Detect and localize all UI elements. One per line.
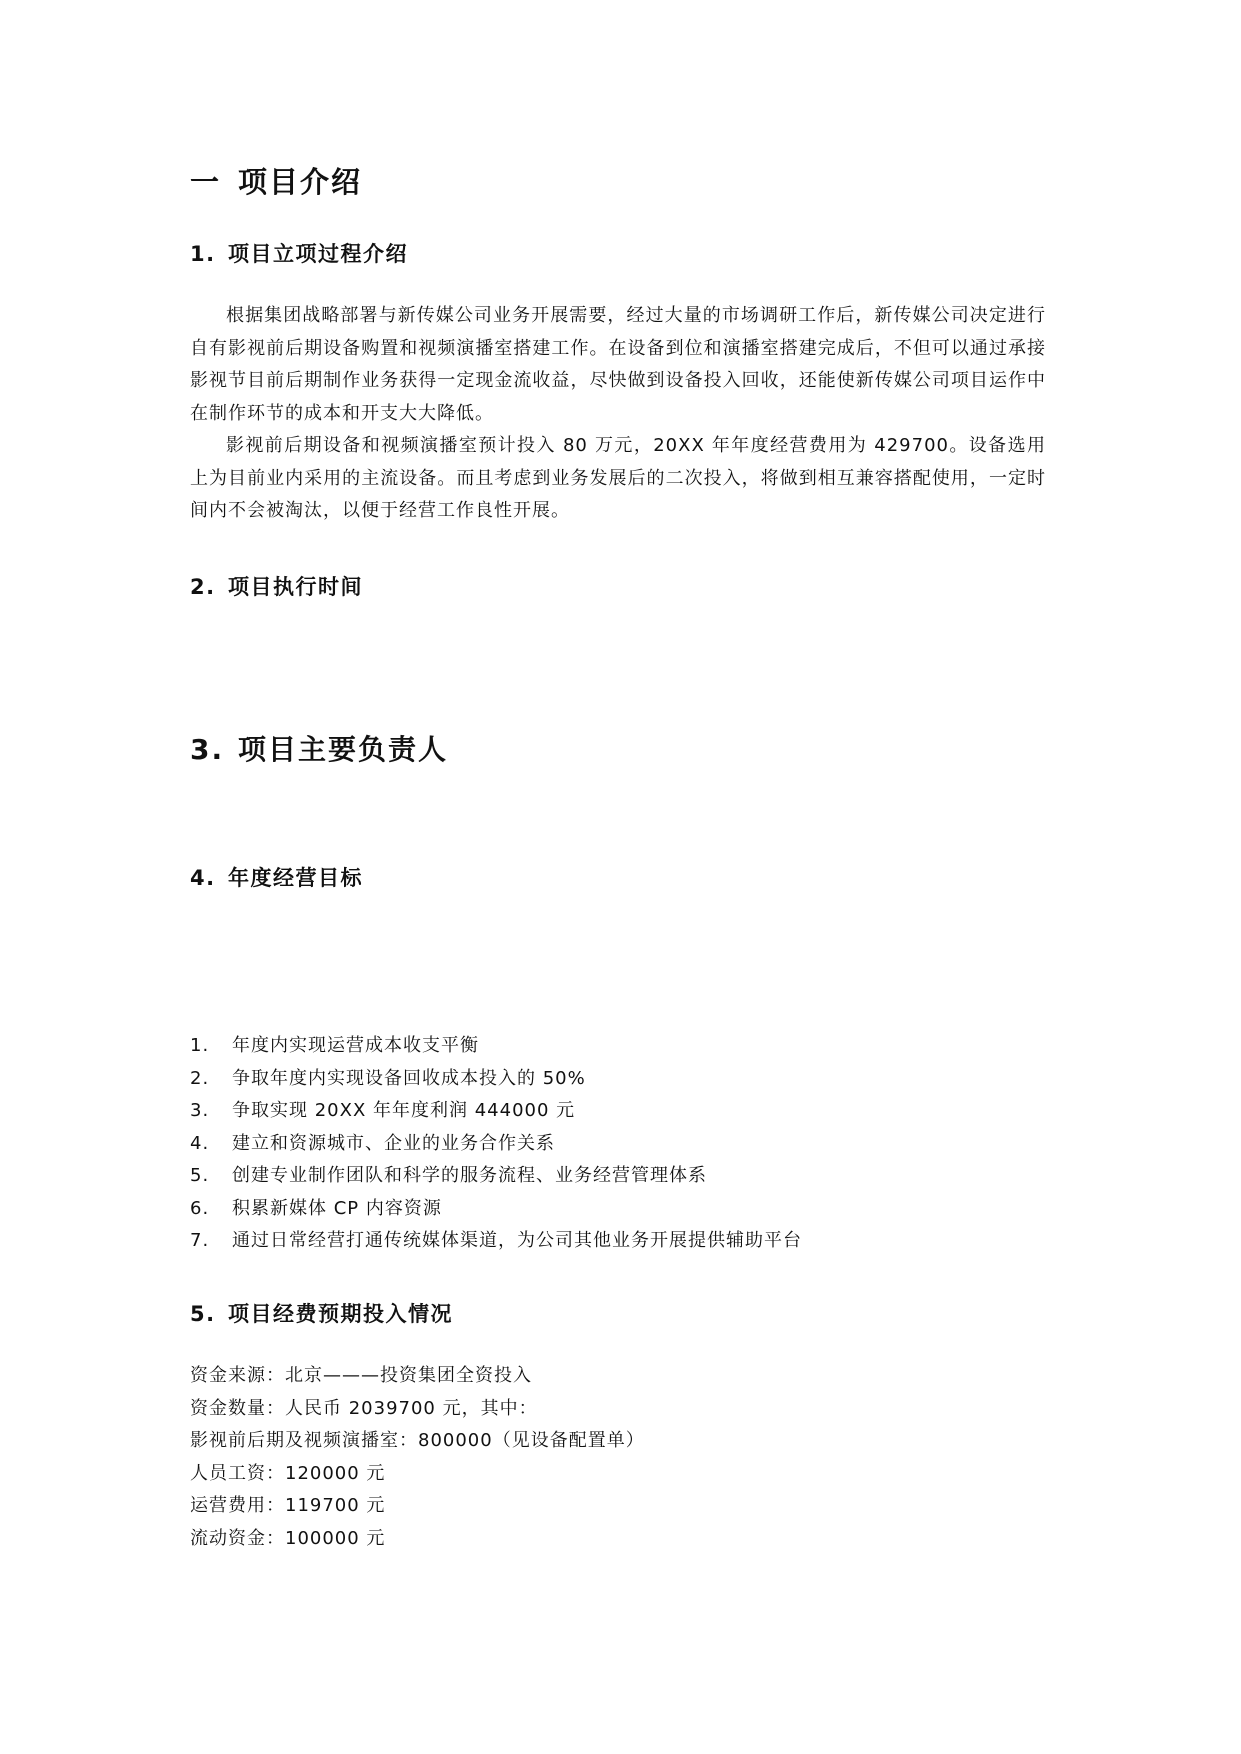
section-title: 项目执行时间	[228, 575, 363, 599]
chapter-heading	[190, 160, 362, 201]
funding-list	[190, 1360, 645, 1555]
section-heading-1	[190, 238, 408, 268]
goal-text: 创建专业制作团队和科学的服务流程、业务经营管理体系	[232, 1165, 707, 1186]
goal-item	[190, 1160, 802, 1193]
section-heading-3	[190, 728, 448, 768]
section-title: 项目主要负责人	[238, 733, 449, 766]
goal-item	[190, 1095, 802, 1128]
chapter-title: 项目介绍	[238, 165, 363, 199]
funding-equipment: 影视前后期及视频演播室：800000（见设备配置单）	[190, 1430, 645, 1451]
goal-item	[190, 1128, 802, 1161]
goal-number: 2.	[190, 1067, 210, 1089]
section-number: 3.	[190, 733, 225, 766]
section-number: 2.	[190, 575, 216, 599]
goal-text: 通过日常经营打通传统媒体渠道，为公司其他业务开展提供辅助平台	[232, 1230, 802, 1251]
section-number: 5.	[190, 1302, 216, 1326]
intro-paragraph-1: 根据集团战略部署与新传媒公司业务开展需要，经过大量的市场调研工作后，新传媒公司决定进行自有影视前后期设备购置和视频演播室搭建工作。在设备到位和演播室搭建完成后，不但可以通过承接影视节目前后期制作业务获得一定现金流收益，尽快做到设备投入回收，还能使新传媒公司项目运作中在制作环节的成本和开支大大降低。	[190, 305, 1046, 424]
section-title: 项目经费预期投入情况	[228, 1302, 453, 1326]
section-heading-2	[190, 571, 363, 601]
goal-text: 积累新媒体 CP 内容资源	[232, 1197, 442, 1219]
funding-operating: 运营费用：119700 元	[190, 1495, 386, 1516]
funding-working-capital: 流动资金：100000 元	[190, 1527, 386, 1549]
section-number: 1.	[190, 242, 216, 266]
goal-text: 年度内实现运营成本收支平衡	[232, 1035, 479, 1056]
funding-salaries: 人员工资：120000 元	[190, 1462, 386, 1484]
section-title: 年度经营目标	[228, 866, 363, 890]
section-heading-5	[190, 1298, 453, 1328]
goal-number: 1.	[190, 1035, 210, 1056]
chapter-number: 一	[190, 165, 222, 199]
goal-item	[190, 1225, 802, 1258]
goal-number: 7.	[190, 1230, 210, 1251]
goal-number: 3.	[190, 1100, 210, 1121]
goal-text: 争取实现 20XX 年年度利润 444000 元	[232, 1100, 576, 1121]
goal-item	[190, 1193, 802, 1226]
intro-paragraph-2: 影视前后期设备和视频演播室预计投入 80 万元，20XX 年年度经营费用为 429700。设备选用上为目前业内采用的主流设备。而且考虑到业务发展后的二次投入，将做到相互兼容搭配使用，一定时间内不会被淘汰，以便于经营工作良性开展。	[190, 435, 1046, 521]
section-title: 项目立项过程介绍	[228, 242, 408, 266]
goal-number: 5.	[190, 1165, 210, 1186]
goal-item	[190, 1030, 802, 1063]
goal-item	[190, 1063, 802, 1096]
section-number: 4.	[190, 866, 216, 890]
funding-source: 资金来源：北京———投资集团全资投入	[190, 1365, 532, 1386]
goal-text: 争取年度内实现设备回收成本投入的 50%	[232, 1067, 586, 1089]
goal-number: 6.	[190, 1197, 210, 1219]
section-heading-4	[190, 862, 363, 892]
funding-amount: 资金数量：人民币 2039700 元，其中：	[190, 1397, 538, 1419]
goals-list	[190, 1030, 802, 1258]
goal-number: 4.	[190, 1132, 210, 1154]
goal-text: 建立和资源城市、企业的业务合作关系	[232, 1132, 555, 1154]
